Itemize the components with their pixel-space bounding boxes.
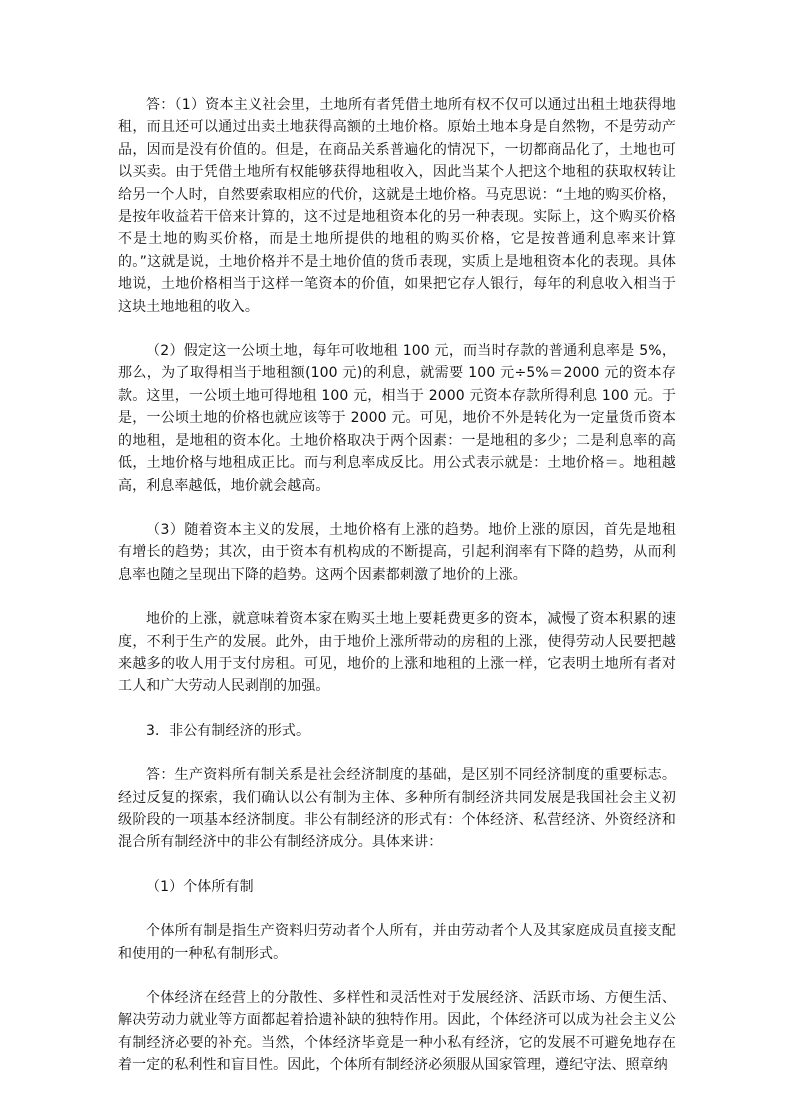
- paragraph-individual-ownership-definition: 个体所有制是指生产资料归劳动者个人所有，并由劳动者个人及其家庭成员直接支配和使用的一种私有制形式。: [118, 923, 676, 962]
- subheading-individual-ownership: （1）个体所有制: [146, 878, 254, 895]
- trend-paragraph-land-price-rise: （3）随着资本主义的发展，土地价格有上涨的趋势。地价上涨的原因，首先是地租有增长的趋势；其次，由于资本有机构成的不断提高，引起利润率有下降的趋势，从而利息率也随之呈现出下降的趋势。这两个因素都刺激了地价的上涨。: [118, 521, 676, 583]
- paragraph-individual-economy-role: 个体经济在经营上的分散性、多样性和灵活性对于发展经济、活跃市场、方便生活、解决劳动力就业等方面都起着拾遗补缺的独特作用。因此，个体经济可以成为社会主义公有制经济必要的补充。当然，个体经济毕竟是一种小私有经济，它的发展不可避免地存在着一定的私利性和盲目性。因此，个体所有制经济必须服从国家管理，遵纪守法、照章纳: [118, 990, 676, 1074]
- section-heading-non-public-economy: 3．非公有制经济的形式。: [146, 722, 311, 739]
- example-paragraph-land-price-calc: （2）假定这一公顷土地，每年可收地租 100 元，而当时存款的普通利息率是 5%，那么，为了取得相当于地租额(100 元)的利息，就需要 100 元÷5%＝2000 元的资本存款。这里，一公顷土地可得地租 100 元，相当于 2000 元资本存款所得利息 100 元。于是，一公顷土地的价格也就应该等于 2000 元。可见，地价不外是转化为一定量货币资本的地租，是地租的资本化。土地价格取决于两个因素：一是地租的多少；二是利息率的高低，土地价格与地租成正比。而与利息率成反比。用公式表示就是：土地价格＝。地租越高，利息率越低，地价就会越高。: [118, 343, 676, 494]
- paragraph-land-price-effects: 地价的上涨，就意味着资本家在购买土地上要耗费更多的资本，减慢了资本积累的速度，不利于生产的发展。此外，由于地价上涨所带动的房租的上涨，使得劳动人民要把越来越多的收人用于支付房租。可见，地价的上涨和地租的上涨一样，它表明土地所有者对工人和广大劳动人民剥削的加强。: [118, 611, 676, 695]
- answer-paragraph-ownership: 答：生产资料所有制关系是社会经济制度的基础，是区别不同经济制度的重要标志。经过反复的探索，我们确认以公有制为主体、多种所有制经济共同发展是我国社会主义初级阶段的一项基本经济制度。非公有制经济的形式有：个体经济、私营经济、外资经济和混合所有制经济中的非公有制经济成分。具体来讲：: [118, 767, 676, 851]
- document-body: [118, 94, 676, 1099]
- answer-paragraph-land-price: 答：（1）资本主义社会里，土地所有者凭借土地所有权不仅可以通过出租土地获得地租，而且还可以通过出卖土地获得高额的土地价格。原始土地本身是自然物，不是劳动产品，因而是没有价值的。但是，在商品关系普遍化的情况下，一切都商品化了，土地也可以买卖。由于凭借土地所有权能够获得地租收入，因此当某个人把这个地租的获取权转让给另一个人时，自然要索取相应的代价，这就是土地价格。马克思说：“土地的购买价格，是按年收益若干倍来计算的，这不过是地租资本化的另一种表现。实际上，这个购买价格不是土地的购买价格，而是土地所提供的地租的购买价格，它是按普通利息率来计算的。”这就是说，土地价格并不是土地价值的货币表现，实质上是地租资本化的表现。具体地说，土地价格相当于这样一笔资本的价值，如果把它存人银行，每年的利息收入相当于这块土地地租的收入。: [118, 97, 676, 315]
